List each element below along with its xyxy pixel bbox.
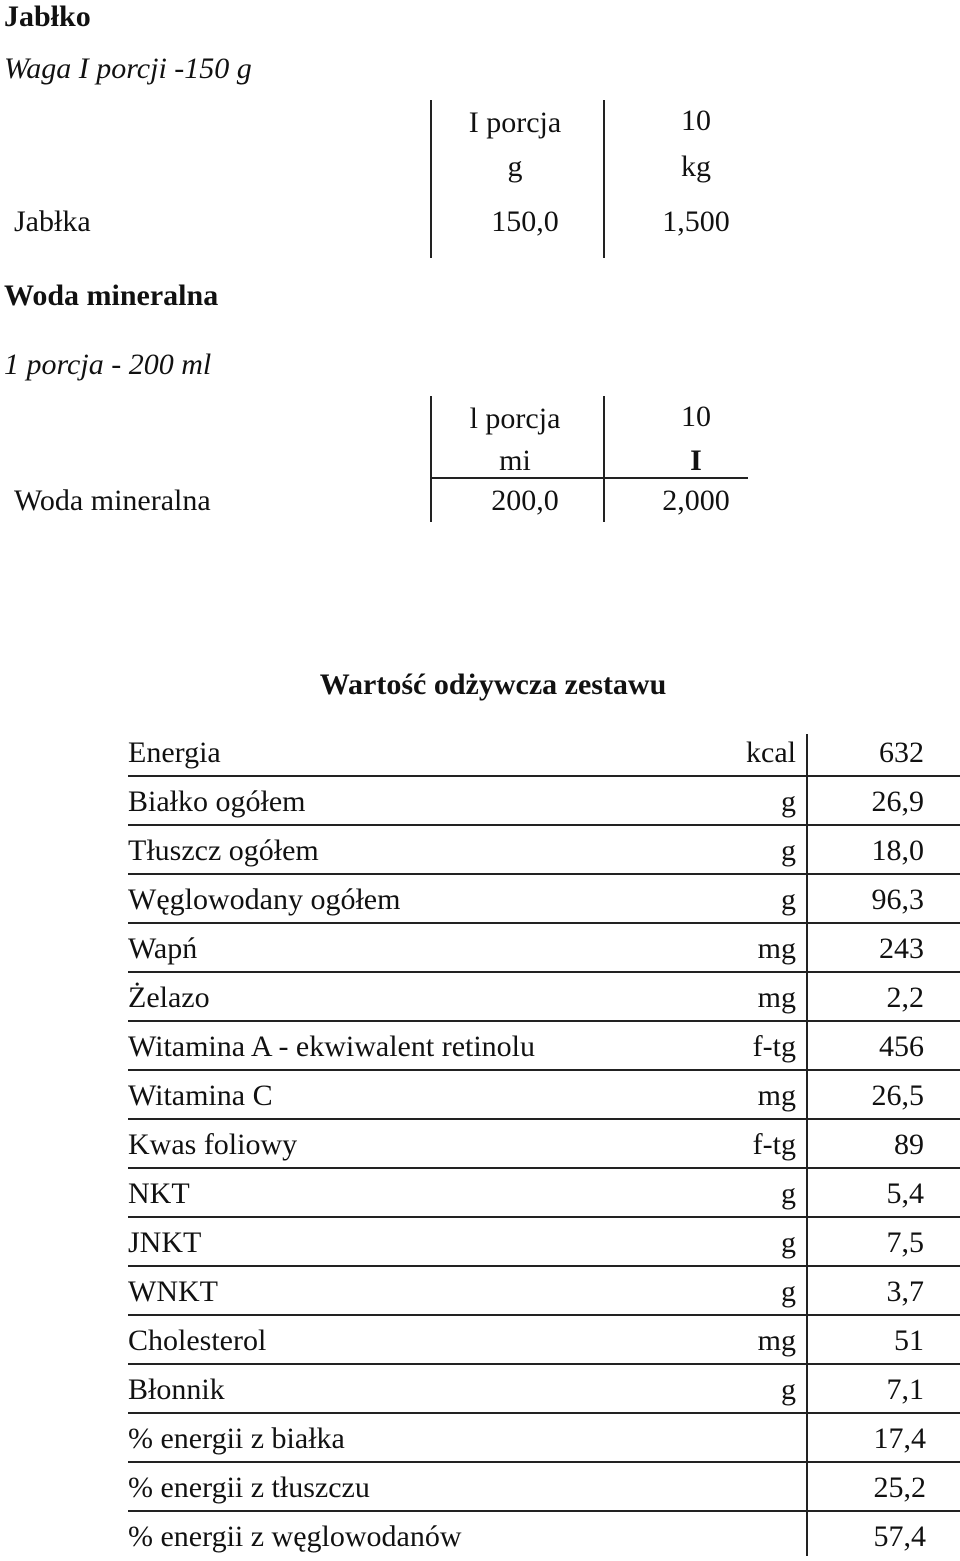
nutrient-name: WNKT (128, 1275, 218, 1308)
nutrition-row-witamina-c (128, 1071, 960, 1120)
nutrient-value: 3,7 (886, 1275, 924, 1308)
nutrient-value: 26,5 (871, 1079, 924, 1112)
apple-header-portion-unit: g (507, 150, 523, 183)
nutrient-name: JNKT (128, 1226, 202, 1259)
nutrition-row-jnkt (128, 1218, 960, 1267)
nutrient-name: Witamina C (128, 1079, 273, 1112)
nutrient-value: 96,3 (871, 883, 924, 916)
nutrient-unit: g (781, 1226, 796, 1259)
nutrient-unit: g (781, 1275, 796, 1308)
nutrient-unit: g (781, 1373, 796, 1406)
apple-row-ten-value: 1,500 (662, 205, 730, 238)
nutrition-row-cholesterol (128, 1316, 960, 1365)
water-title: Woda mineralna (4, 279, 219, 312)
apple-title: Jabłko (4, 0, 91, 33)
apple-header-ten-unit: kg (681, 150, 711, 183)
nutrient-value: 5,4 (886, 1177, 924, 1210)
nutrition-row-tluszcz (128, 826, 960, 875)
nutrition-row-nkt (128, 1169, 960, 1218)
nutrition-row-kwas-foliowy (128, 1120, 960, 1169)
nutrient-unit: g (781, 1177, 796, 1210)
nutrition-row-energy-protein (128, 1414, 960, 1463)
nutrient-name: Tłuszcz ogółem (128, 834, 319, 867)
nutrient-name: % energii z tłuszczu (128, 1471, 370, 1504)
nutrient-value: 243 (879, 932, 924, 965)
apple-header-portion: I porcja (468, 106, 562, 139)
nutrient-value: 57,4 (873, 1520, 926, 1553)
nutrition-row-blonnik (128, 1365, 960, 1414)
nutrition-title: Wartość odżywcza zestawu (319, 668, 667, 701)
nutrient-unit: kcal (746, 736, 796, 769)
nutrient-value: 26,9 (871, 785, 924, 818)
apple-row-name: Jabłka (14, 205, 91, 238)
apple-header-ten: 10 (681, 104, 711, 137)
nutrient-name: Błonnik (128, 1373, 225, 1406)
nutrient-unit: f-tg (752, 1128, 796, 1161)
water-header-portion-unit: mi (499, 444, 531, 477)
water-portion: 1 porcja - 200 ml (4, 348, 212, 381)
nutrient-value: 456 (879, 1030, 924, 1063)
nutrient-unit: mg (757, 932, 796, 965)
nutrient-name: Energia (128, 736, 221, 769)
water-row-ten-value: 2,000 (662, 484, 730, 517)
nutrient-value: 7,1 (886, 1373, 924, 1406)
nutrient-value: 51 (894, 1324, 924, 1357)
water-row-name: Woda mineralna (14, 484, 211, 517)
nutrient-name: Białko ogółem (128, 785, 306, 818)
nutrient-name: % energii z białka (128, 1422, 345, 1455)
nutrient-name: Cholesterol (128, 1324, 267, 1357)
nutrient-value: 25,2 (873, 1471, 926, 1504)
nutrient-value: 2,2 (886, 981, 924, 1014)
nutrient-unit: g (781, 834, 796, 867)
nutrient-value: 7,5 (886, 1226, 924, 1259)
nutrient-unit: g (781, 785, 796, 818)
nutrient-unit: f-tg (752, 1030, 796, 1063)
nutrient-unit: mg (757, 1324, 796, 1357)
nutrient-name: % energii z węglowodanów (128, 1520, 462, 1553)
nutrition-row-bialko (128, 777, 960, 826)
nutrient-name: Żelazo (128, 981, 210, 1014)
nutrient-unit: mg (757, 981, 796, 1014)
nutrition-row-witamina-a (128, 1022, 960, 1071)
water-header-ten: 10 (681, 400, 711, 433)
water-row-portion-value: 200,0 (491, 484, 559, 517)
nutrient-name: Witamina A - ekwiwalent retinolu (128, 1030, 536, 1063)
nutrition-row-wapn (128, 924, 960, 973)
apple-table-divider-1 (430, 100, 432, 258)
nutrition-row-energia (128, 728, 960, 777)
water-header-ten-unit: I (690, 444, 702, 477)
nutrient-name: Kwas foliowy (128, 1128, 298, 1161)
nutrient-value: 17,4 (873, 1422, 926, 1455)
nutrition-row-energy-fat (128, 1463, 960, 1512)
nutrition-row-wnkt (128, 1267, 960, 1316)
nutrient-value: 632 (879, 736, 924, 769)
apple-portion-weight: Waga I porcji -150 g (4, 52, 252, 85)
nutrient-unit: g (781, 883, 796, 916)
water-table-divider-1 (430, 396, 432, 522)
nutrient-name: Wapń (128, 932, 198, 965)
nutrition-row-zelazo (128, 973, 960, 1022)
nutrition-table (128, 728, 960, 1561)
apple-row-portion-value: 150,0 (491, 205, 559, 238)
nutrient-name: Węglowodany ogółem (128, 883, 401, 916)
nutrient-name: NKT (128, 1177, 190, 1210)
nutrient-value: 89 (894, 1128, 924, 1161)
nutrition-row-weglowodany (128, 875, 960, 924)
nutrient-value: 18,0 (871, 834, 924, 867)
nutrient-unit: mg (757, 1079, 796, 1112)
nutrition-row-energy-carbs (128, 1512, 960, 1561)
water-header-portion: l porcja (469, 402, 561, 435)
